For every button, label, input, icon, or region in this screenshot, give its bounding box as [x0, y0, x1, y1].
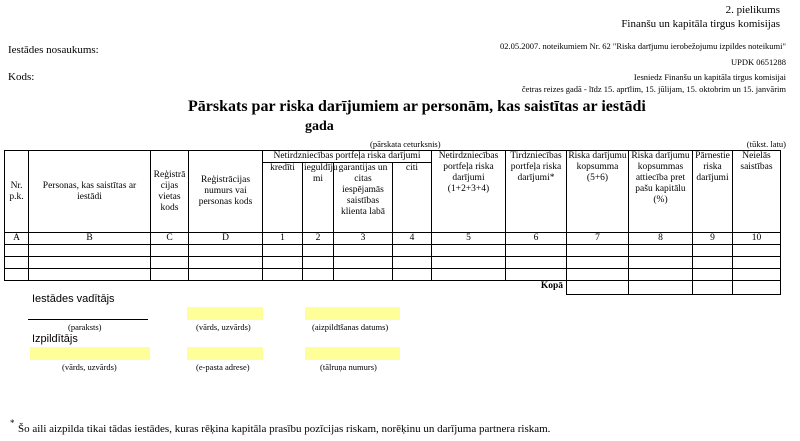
- report-year: gada: [305, 119, 334, 134]
- submit-to: Iesniedz Finanšu un kapitāla tirgus komisijai: [633, 72, 786, 82]
- col-unpaid-header: Neielās saistības: [733, 151, 781, 233]
- email-caption: (e-pasta adrese): [196, 362, 250, 372]
- code-cell: 3: [334, 233, 393, 245]
- head-label: Iestādes vadītājs: [32, 293, 115, 305]
- table-row: [5, 245, 781, 257]
- col-reg-number-header: Reģistrācijas numurs vai personas kods: [189, 151, 263, 233]
- submission-schedule: četras reizes gadā - līdz 15. aprīlim, 15. jūlijam, 15. oktobrim un 15. janvārim: [521, 84, 786, 94]
- code-cell: D: [189, 233, 263, 245]
- signature-caption: (paraksts): [68, 322, 102, 332]
- col-nontrading-total-header: Netirdzniecības portfeļa riska darījumi (1+2+3+4): [432, 151, 506, 233]
- code-cell: 2: [303, 233, 334, 245]
- nontrading-group-header: Netirdzniecības portfeļa riska darījumi: [263, 151, 432, 163]
- fill-date-caption: (aizpildīšanas datums): [312, 322, 389, 332]
- col-risk-total-header: Riska darījumu kopsumma (5+6): [567, 151, 629, 233]
- executor-label: Izpildītājs: [32, 333, 78, 345]
- email-field[interactable]: [187, 347, 263, 360]
- col-nr-header: Nr. p.k.: [5, 151, 29, 233]
- signature-line: [28, 319, 148, 320]
- col-other-header: citi: [393, 163, 432, 233]
- col-transferred-header: Pārnestie riska darījumi: [693, 151, 733, 233]
- code-cell: 6: [506, 233, 567, 245]
- commission-name: Finanšu un kapitāla tirgus komisijas: [621, 18, 780, 30]
- footnote-star: *: [10, 418, 15, 428]
- phone-field[interactable]: [305, 347, 400, 360]
- col-trading-header: Tirdzniecības portfeļa riska darījumi*: [506, 151, 567, 233]
- code-cell: A: [5, 233, 29, 245]
- total-row: [5, 281, 781, 295]
- col-guarantees-header: garantijas un citas iespējamās saistības klienta labā: [334, 163, 393, 233]
- phone-caption: (tālruņa numurs): [320, 362, 377, 372]
- code-cell: 5: [432, 233, 506, 245]
- head-name-field[interactable]: [187, 307, 263, 320]
- code-cell: B: [29, 233, 151, 245]
- quarter-note: (pārskata ceturksnis): [370, 139, 441, 149]
- updk-code: UPDK 0651288: [730, 57, 786, 67]
- risk-transactions-table: [4, 150, 781, 295]
- code-cell: C: [151, 233, 189, 245]
- col-credits-header: kredīti: [263, 163, 303, 233]
- table-row: [5, 257, 781, 269]
- table-row: [5, 269, 781, 281]
- code-cell: 1: [263, 233, 303, 245]
- col-reg-place-header: Reģistrā cijas vietas kods: [151, 151, 189, 233]
- executor-name-caption: (vārds, uzvārds): [62, 362, 117, 372]
- report-title: Pārskats par riska darījumiem ar personām, kas saistītas ar iestādi: [188, 98, 646, 115]
- code-label: Kods:: [8, 71, 35, 83]
- code-cell: 10: [733, 233, 781, 245]
- code-cell: 8: [629, 233, 693, 245]
- head-name-caption: (vārds, uzvārds): [196, 322, 251, 332]
- fill-date-field[interactable]: [305, 307, 400, 320]
- code-cell: 4: [393, 233, 432, 245]
- col-ratio-header: Riska darījumu kopsummas attiecība pret pašu kapitālu (%): [629, 151, 693, 233]
- col-persons-header: Personas, kas saistītas ar iestādi: [29, 151, 151, 233]
- total-label: Kopā: [5, 281, 567, 295]
- institution-label: Iestādes nosaukums:: [8, 44, 99, 56]
- regulation-reference: 02.05.2007. noteikumiem Nr. 62 "Riska darījumu ierobežojumu izpildes noteikumi": [500, 41, 786, 51]
- code-cell: 9: [693, 233, 733, 245]
- col-investments-header: ieguldīju mi: [303, 163, 334, 233]
- annex-number: 2. pielikums: [725, 4, 780, 16]
- code-cell: 7: [567, 233, 629, 245]
- executor-name-field[interactable]: [30, 347, 150, 360]
- units-note: (tūkst. latu): [746, 139, 786, 149]
- footnote-text: Šo aili aizpilda tikai tādas iestādes, kuras rēķina kapitāla prasību pozīcijas riskam, norēķinu un darījuma partnera riskam.: [18, 423, 551, 435]
